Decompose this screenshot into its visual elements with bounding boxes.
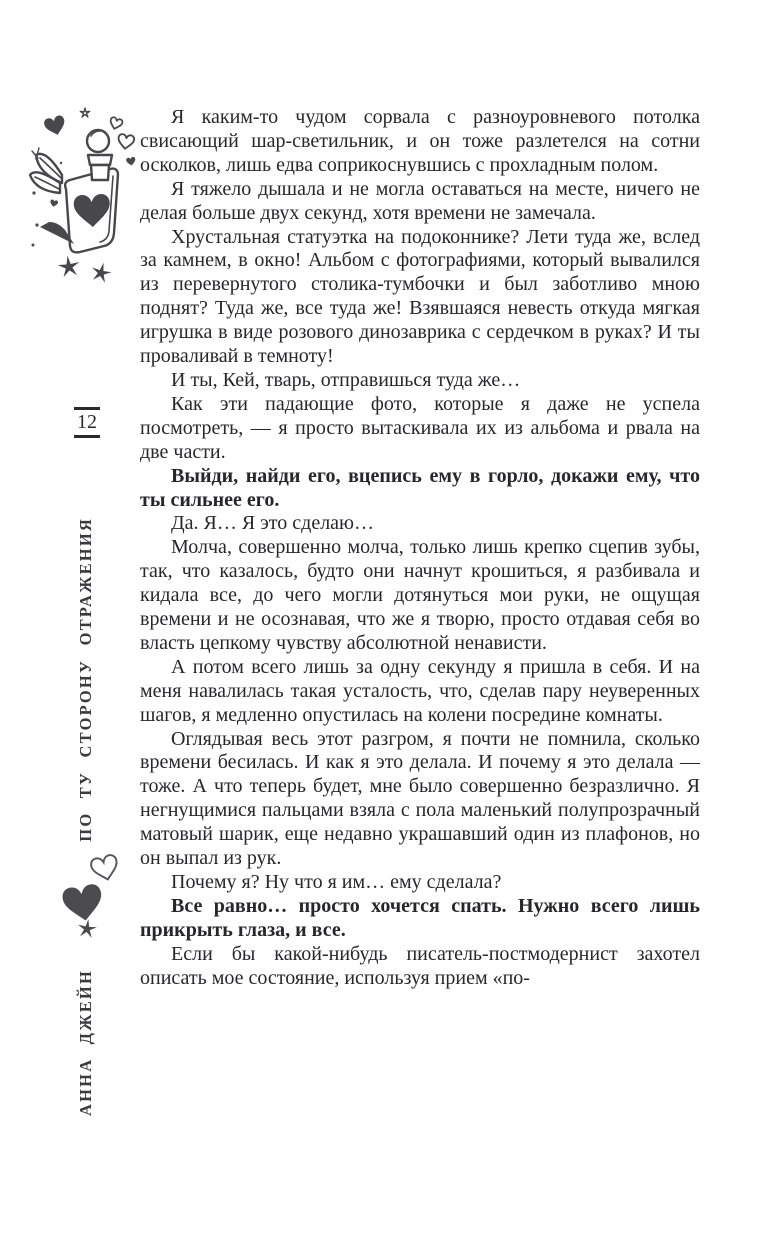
paragraph: Оглядывая весь этот разгром, я почти не помнила, сколько времени бесилась. И как я это делала. И почему я это делала — тоже. А что теперь будет, мне было совершенно безразлично. Я негнущимися пальцами взяла с пола маленький полупрозрачный матовый шарик, еще недавно украшавший один из плафонов, но он выпал из рук. [140, 727, 700, 870]
paragraph: Как эти падающие фото, которые я даже не успела посмотреть, — я просто вытаскивала их из альбома и рвала на две части. [140, 392, 700, 463]
page-number [74, 407, 100, 438]
perfume-bottle-illustration [28, 103, 142, 289]
paragraph-bold: Все равно… просто хочется спать. Нужно всего лишь прикрыть глаза, и все. [140, 894, 700, 941]
book-author-vertical: АННА ДЖЕЙН [76, 968, 95, 1116]
paragraph: Я каким-то чудом сорвала с разноуровневого потолка свисающий шар-светильник, и он тоже разлетелся на сотни осколков, лишь едва соприкоснувшись с прохладным полом. [140, 106, 700, 176]
paragraph: Я тяжело дышала и не могла оставаться на месте, ничего не делая больше двух секунд, хотя времени не замечала. [140, 177, 700, 224]
paragraph-bold: Выйди, найди его, вцепись ему в горло, докажи ему, что ты сильнее его. [140, 464, 700, 511]
paragraph: Если бы какой-нибудь писатель-постмодернист захотел описать мое состояние, используя прием «по- [140, 942, 700, 989]
paragraph: Почему я? Ну что я им… ему сделала? [171, 871, 502, 893]
paragraph: И ты, Кей, тварь, отправишься туда же… [171, 368, 521, 391]
sparkle-star-icon [75, 917, 100, 942]
page-number-value: 12 [77, 411, 97, 433]
paragraph: А потом всего лишь за одну секунду я пришла в себя. И на меня навалилась такая усталость, что, сделав пару неуверенных шагов, я медленно опустилась на колени посредине комнаты. [140, 655, 700, 726]
paragraph: Да. Я… Я это сделаю… [171, 512, 374, 535]
paragraph: Хрустальная статуэтка на подоконнике? Лети туда же, вслед за камнем, в окно! Альбом с фотографиями, который вывалился из перевернутого столика-тумбочки и был заботливо мною поднят? Туда же, все туда же! Взявшаяся невесть откуда мягкая игрушка в виде розового динозаврика с сердечком в руках? И ты проваливай в темноту! [140, 225, 700, 368]
book-title-vertical: ПО ТУ СТОРОНУ ОТРАЖЕНИЯ [76, 516, 95, 842]
page-text [140, 106, 700, 991]
paragraph: Молча, совершенно молча, только лишь крепко сцепив зубы, так, что казалось, будто они начнут крошиться, я разбивала и кидала все, до чего могли дотянуться мои руки, не ощущая времени и не осознавая, что же я творю, просто отдавая себя во власть цепкому чувству абсолютной ненависти. [140, 536, 700, 654]
